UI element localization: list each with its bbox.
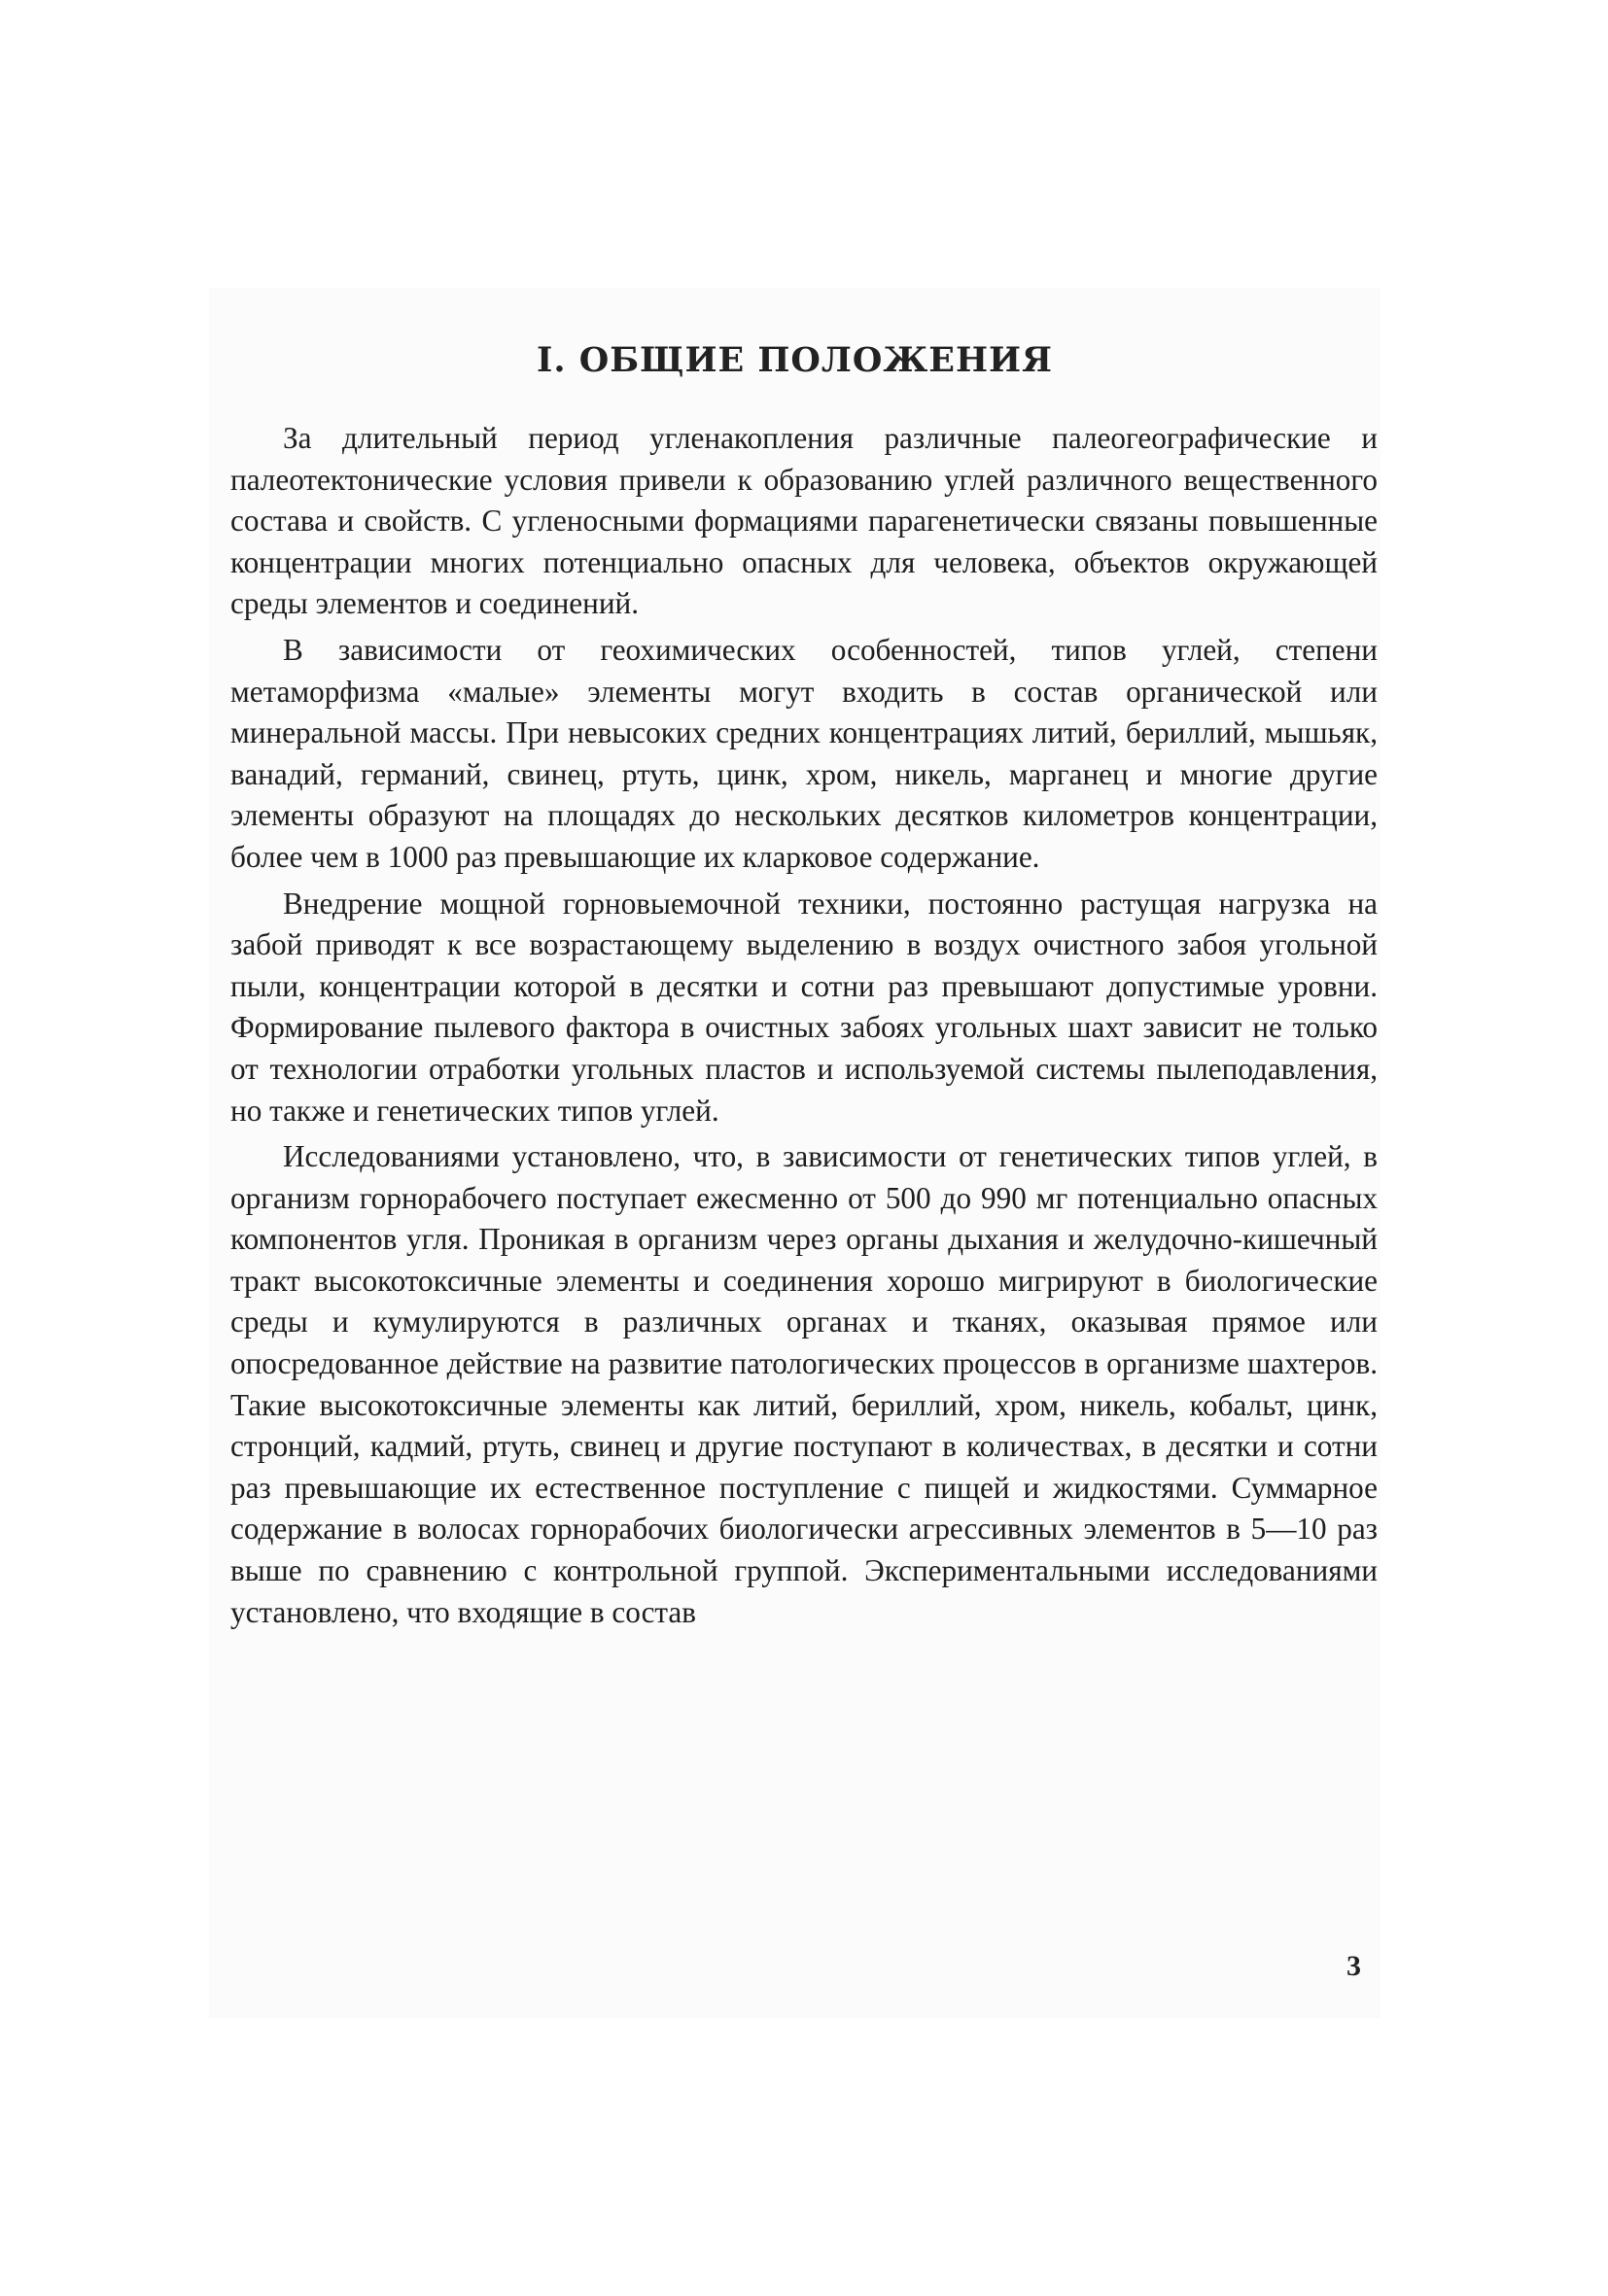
page-number: 3 xyxy=(1346,1950,1361,1982)
section-heading: I. ОБЩИЕ ПОЛОЖЕНИЯ xyxy=(537,340,1053,380)
paragraph: Внедрение мощной горновыемочной техники, постоянно растущая нагрузка на забой приводят к все возрастающему выделению в воздух очистного забоя угольной пыли, концентрации которой в десятки и сотни раз превышают допустимые уровни. Формирование пылевого фактора в очистных забоях угольных шахт зависит не только от технологии отработки угольных пластов и используемой системы пылеподавления, но также и генетических типов углей. xyxy=(230,886,1378,1128)
paragraph: За длительный период угленакопления различные палеогеографические и палеотектонические условия привели к образованию углей различного вещественного состава и свойств. С угленосными формациями парагенетически связаны повышенные концентрации многих потенциально опасных для человека, объектов окружающей среды элементов и соединений. xyxy=(230,421,1378,621)
paragraph: В зависимости от геохимических особенностей, типов углей, степени метаморфизма «малые» элементы могут входить в состав органической или минеральной массы. При невысоких средних концентрациях литий, бериллий, мышьяк, ванадий, германий, свинец, ртуть, цинк, хром, никель, марганец и многие другие элементы образуют на площадях до нескольких десятков километров концентрации, более чем в 1000 раз превышающие их кларковое содержание. xyxy=(230,632,1378,874)
document-page xyxy=(209,288,1381,2018)
paragraph: Исследованиями установлено, что, в зависимости от генетических типов углей, в организм горнорабочего поступает ежесменно от 500 до 990 мг потенциально опасных компонентов угля. Проникая в организм через органы дыхания и желудочно-кишечный тракт высокотоксичные элементы и соединения хорошо мигрируют в биологические среды и кумулируются в различных органах и тканях, оказывая прямое или опосредованное действие на развитие патологических процессов в организме шахтеров. Такие высокотоксичные элементы как литий, бериллий, хром, никель, кобальт, цинк, стронций, кадмий, ртуть, свинец и другие поступают в количествах, в десятки и сотни раз превышающие их естественное поступление с пищей и жидкостями. Суммарное содержание в волосах горнорабочих биологически агрессивных элементов в 5—10 раз выше по сравнению с контрольной группой. Экспериментальными исследованиями установлено, что входящие в состав xyxy=(230,1139,1378,1629)
body-text xyxy=(230,418,1378,1638)
